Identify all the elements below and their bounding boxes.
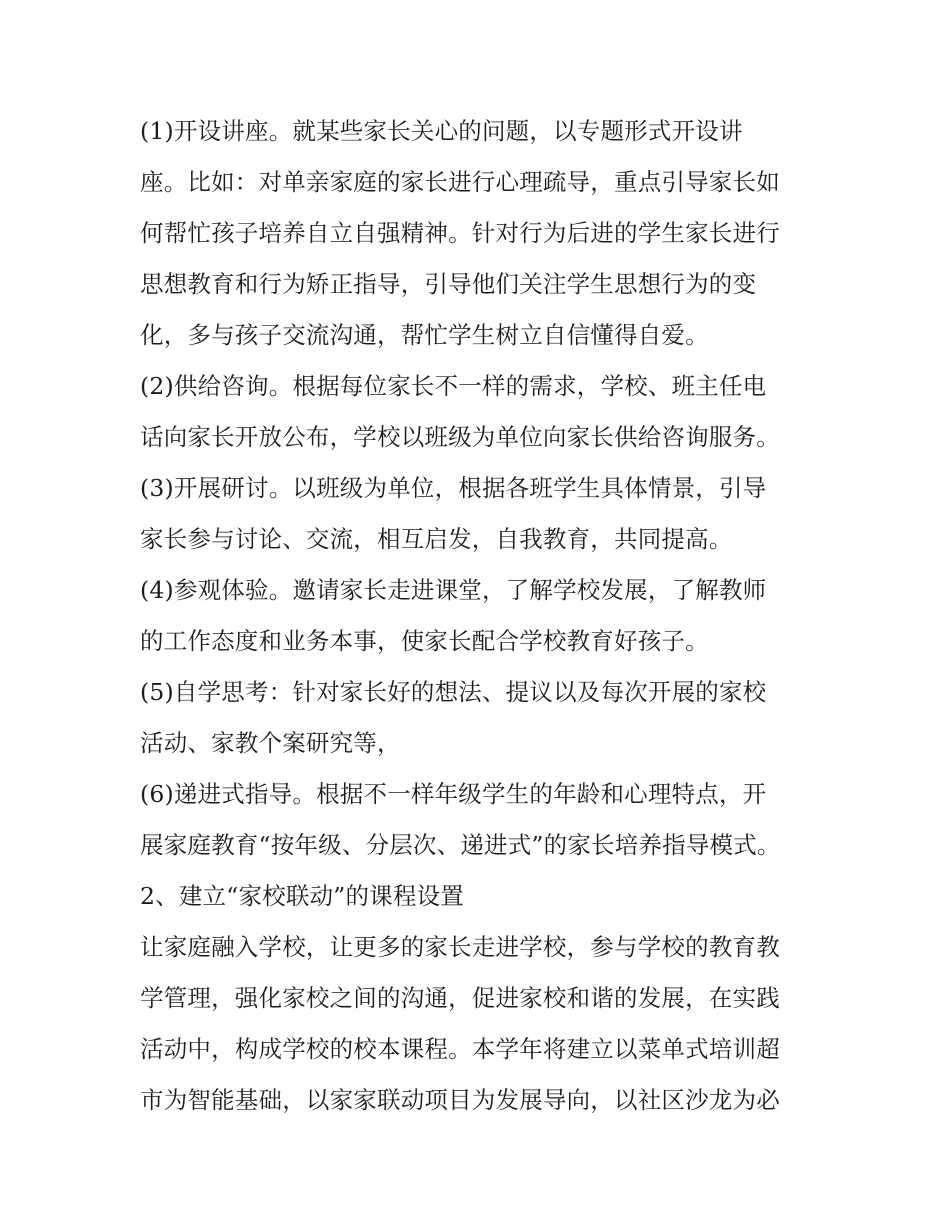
text-line: 思想教育和行为矫正指导，引导他们关注学生思想行为的变: [140, 270, 757, 298]
text-line: (1)开设讲座。就某些家长关心的问题，以专题形式开设讲: [140, 117, 743, 145]
text-line: (4)参观体验。邀请家长走进课堂，了解学校发展，了解教师: [140, 576, 767, 604]
text-line: 的工作态度和业务本事，使家长配合学校教育好孩子。: [140, 627, 709, 655]
text-line: 市为智能基础，以家家联动项目为发展导向，以社区沙龙为必: [140, 1086, 780, 1114]
section-heading: 2、建立“家校联动”的课程设置: [140, 882, 464, 910]
text-line: 让家庭融入学校，让更多的家长走进学校，参与学校的教育教: [140, 933, 780, 961]
text-line: (3)开展研讨。以班级为单位，根据各班学生具体情景，引导: [140, 474, 767, 502]
text-line: (5)自学思考：针对家长好的想法、提议以及每次开展的家校: [140, 678, 767, 706]
text-line: 话向家长开放公布，学校以班级为单位向家长供给咨询服务。: [140, 423, 780, 451]
text-line: 座。比如：对单亲家庭的家长进行心理疏导，重点引导家长如: [140, 168, 780, 196]
document-body: [140, 106, 830, 1126]
text-line: 学管理，强化家校之间的沟通，促进家校和谐的发展，在实践: [140, 984, 780, 1012]
text-line: 家长参与讨论、交流，相互启发，自我教育，共同提高。: [140, 525, 733, 553]
text-line: 展家庭教育“按年级、分层次、递进式”的家长培养指导模式。: [140, 831, 781, 859]
text-line: 何帮忙孩子培养自立自强精神。针对行为后进的学生家长进行: [140, 219, 780, 247]
text-line: 活动中，构成学校的校本课程。本学年将建立以菜单式培训超: [140, 1035, 780, 1063]
text-line: 化，多与孩子交流沟通，帮忙学生树立自信懂得自爱。: [140, 321, 709, 349]
text-line: 活动、家教个案研究等，: [140, 729, 401, 757]
text-line: (6)递进式指导。根据不一样年级学生的年龄和心理特点，开: [140, 780, 767, 808]
text-line: (2)供给咨询。根据每位家长不一样的需求，学校、班主任电: [140, 372, 767, 400]
